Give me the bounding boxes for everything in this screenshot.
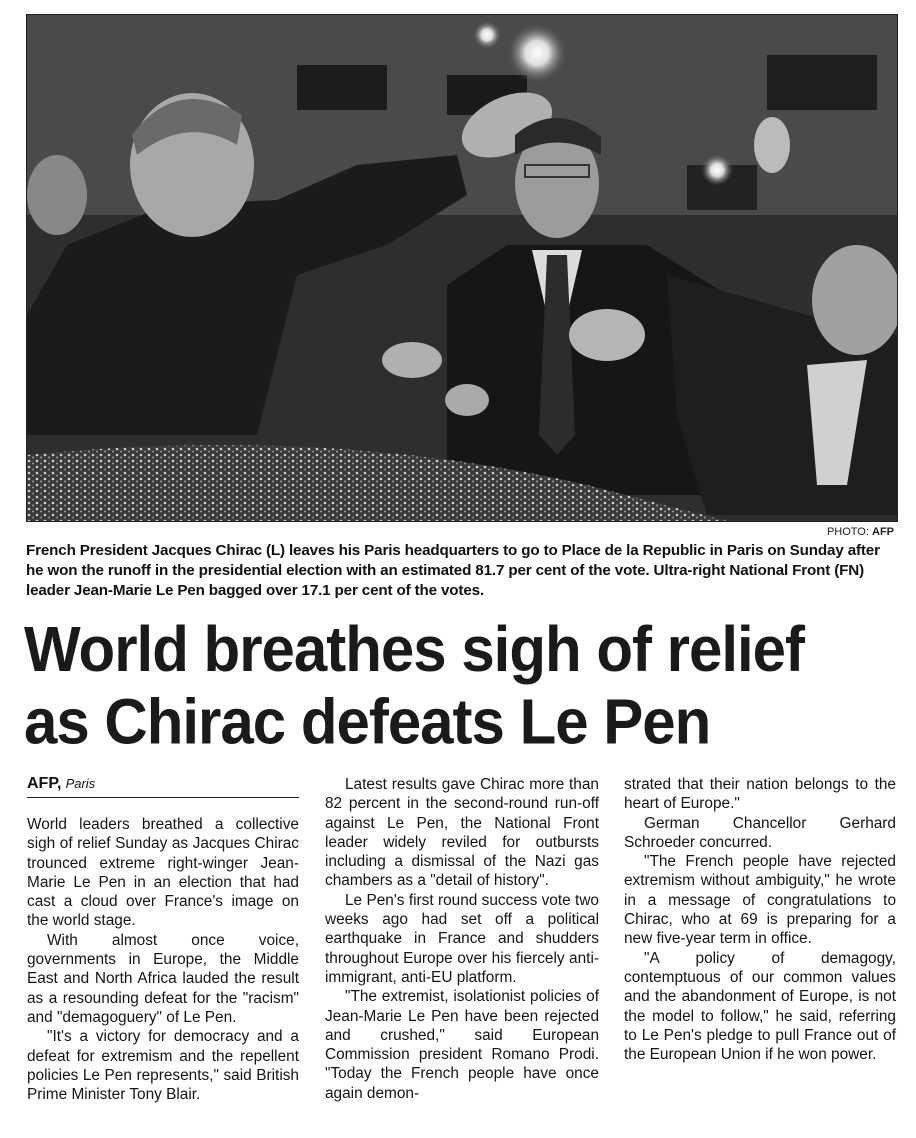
byline-place: Paris	[65, 776, 96, 791]
photo-caption: French President Jacques Chirac (L) leaves his Paris headquarters to go to Place de la Republic in Paris on Sunday after he won the runoff in the presidential election with an estimated 81.7 per cent of the vote. Ultra-right National Front (FN) leader Jean-Marie Le Pen bagged over 17.1 per cent of the votes.	[26, 542, 880, 599]
byline	[27, 775, 299, 798]
photo-credit-prefix: PHOTO:	[826, 526, 869, 538]
news-photo	[26, 14, 898, 522]
headline-line-1: World breathes sigh of relief	[24, 614, 805, 686]
paragraph: German Chancellor Gerhard Schroeder concurred.	[624, 814, 896, 851]
paragraph: "The extremist, isolationist policies of Jean-Marie Le Pen have been rejected and crushed," said European Commission president Romano Prodi. "Today the French people have once again demon-	[325, 988, 599, 1102]
headline	[24, 614, 904, 758]
paragraph: strated that their nation belongs to the heart of Europe."	[624, 776, 896, 813]
paragraph: "A policy of demagogy, contemptuous of our common values and the abandonment of Europe, is not the model to follow," he said, referring to Le Pen's pledge to pull France out of the European Union if he won power.	[624, 949, 896, 1064]
article-column-2	[325, 775, 599, 1103]
photo-credit	[827, 526, 894, 538]
byline-agency: AFP,	[27, 775, 62, 792]
paragraph: "The French people have rejected extremism without ambiguity," he wrote in a message of congratulations to Chirac, who at 69 is preparing for a new five-year term in office.	[624, 853, 896, 948]
photo-illustration	[27, 15, 897, 521]
paragraph: With almost once voice, governments in Europe, the Middle East and North Africa lauded the result as a resounding defeat for the "racism" and "demagoguery" of Le Pen.	[27, 931, 299, 1026]
paragraph: Le Pen's first round success vote two weeks ago had set off a political earthquake in France and shudders throughout Europe over his fiercely anti-immigrant, anti-EU platform.	[325, 891, 599, 986]
paragraph: World leaders breathed a collective sigh of relief Sunday as Jacques Chirac trounced extreme right-winger Jean-Marie Le Pen in an election that had cast a cloud over France's image on the world stage.	[27, 816, 299, 930]
paragraph: Latest results gave Chirac more than 82 percent in the second-round run-off against Le Pen, the National Front leader widely reviled for outbursts including a dismissal of the Nazi gas chambers as a "detail of history".	[325, 776, 599, 890]
article-column-3	[624, 775, 896, 1064]
paragraph: "It's a victory for democracy and a defeat for extremism and the repellent policies Le Pen represents," said British Prime Minister Tony Blair.	[27, 1028, 299, 1104]
photo-credit-agency: AFP	[872, 526, 894, 538]
headline-line-2: as Chirac defeats Le Pen	[24, 686, 711, 758]
article-column-1	[27, 815, 299, 1104]
